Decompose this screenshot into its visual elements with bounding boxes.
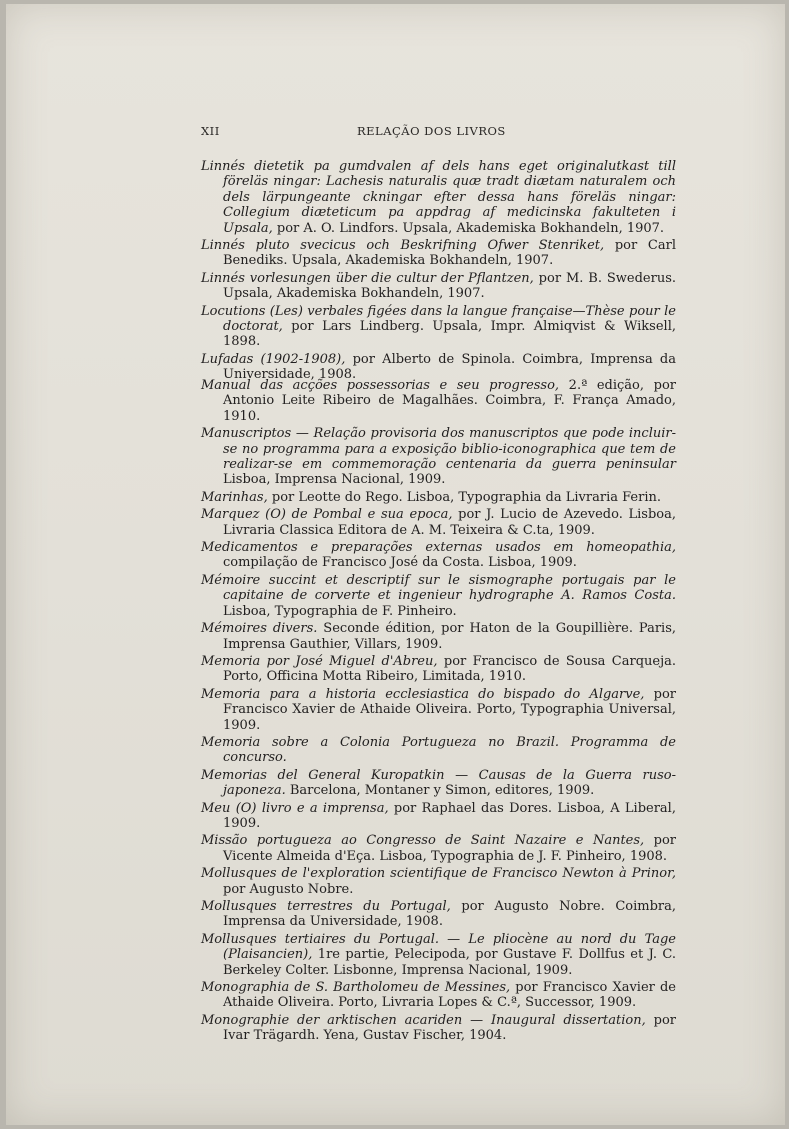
entry-details: 1re partie, Pelecipoda, por Gustave F. Dollfus et J. C. Berkeley Colter. Lisbonne, Imprensa Nacional, 1909. xyxy=(223,947,676,978)
entry-title: Mémoire succint et descriptif sur le sismographe portugais par le capitaine de corverte et ingenieur hydrographe A. Ramos Costa. xyxy=(201,572,676,604)
catalog-entry xyxy=(201,490,676,505)
entry-details: por Vicente Almeida d'Eça. Lisboa, Typographia de J. F. Pinheiro, 1908. xyxy=(223,833,676,864)
entry-title: Medicamentos e preparações externas usados em homeopathia, xyxy=(201,540,676,556)
entry-details: por M. B. Swederus. Upsala, Akademiska Bokhandeln, 1907. xyxy=(223,270,676,302)
entry-details: 2.ª edição, por Antonio Leite Ribeiro de Magalhães. Coimbra, F. França Amado, 1910. xyxy=(223,378,676,424)
entry-title: Memoria sobre a Colonia Portugueza no Brazil. Programma de concurso. xyxy=(201,734,676,766)
entry-title: Locutions (Les) verbales figées dans la langue française—Thèse pour le doctorat, xyxy=(201,303,676,335)
catalog-entry xyxy=(201,932,676,978)
entry-details: Lisboa, Typographia de F. Pinheiro. xyxy=(223,603,457,619)
entry-details: por Carl Benediks. Upsala, Akademiska Bokhandeln, 1907. xyxy=(223,238,676,269)
entry-title: Linnés dietetik pa gumdvalen af dels hans eget originalutkast till föreläs ningar: Lachesis naturalis quæ tradt diætam naturalem och dels lärpungeante ckningar efter dessa hans föreläs ningar: Collegium diæteticum pa appdrag af medicinska fakulteten i Upsala, xyxy=(201,159,676,236)
entry-details: por Leotte do Rego. Lisboa, Typographia da Livraria Ferin. xyxy=(267,489,661,505)
entry-title: Linnés pluto svecicus och Beskrifning Ofwer Stenriket, xyxy=(201,238,605,254)
entry-group-m xyxy=(201,378,676,1046)
catalog-entry xyxy=(201,866,676,897)
running-title: RELAÇÃO DOS LIVROS xyxy=(357,124,506,138)
entry-details: por Francisco Xavier de Athaide Oliveira. Porto, Livraria Lopes & C.ª, Successor, 1909. xyxy=(223,980,676,1011)
entry-title: Mollusques de l'exploration scientifique de Francisco Newton à Prinor, xyxy=(201,866,676,882)
entry-details: por Augusto Nobre. xyxy=(223,881,354,897)
catalog-entry xyxy=(201,378,676,424)
entry-title: Memoria para a historia ecclesiastica do bispado do Algarve, xyxy=(201,686,645,702)
catalog-entry xyxy=(201,426,676,488)
catalog-entry xyxy=(201,271,676,302)
entry-title: Memorias del General Kuropatkin — Causas de la Guerra ruso-japoneza. xyxy=(201,767,676,799)
page-number: XII xyxy=(201,124,220,138)
page-header xyxy=(201,124,676,142)
entry-details: compilação de Francisco José da Costa. Lisboa, 1909. xyxy=(223,555,577,571)
entry-details: Lisboa, Imprensa Nacional, 1909. xyxy=(223,472,446,488)
entry-title: Manuscriptos — Relação provisoria dos manuscriptos que pode incluir-se no programma para a exposição biblio-iconographica que tem de realizar-se em commemoração centenaria da guerra peninsular xyxy=(201,426,676,473)
entry-details: Seconde édition, por Haton de la Goupillière. Paris, Imprensa Gauthier, Villars, 1909. xyxy=(223,621,677,652)
entry-title: Memoria por José Miguel d'Abreu, xyxy=(201,653,438,669)
entry-group-l xyxy=(201,159,676,385)
entry-details: Barcelona, Montaner y Simon, editores, 1909. xyxy=(285,783,595,799)
catalog-entry xyxy=(201,735,676,766)
entry-details: por A. O. Lindfors. Upsala, Akademiska Bokhandeln, 1907. xyxy=(272,220,665,236)
catalog-entry xyxy=(201,573,676,619)
catalog-entry xyxy=(201,238,676,269)
entry-details: por Francisco Xavier de Athaide Oliveira. Porto, Typographia Universal, 1909. xyxy=(223,686,676,733)
entry-title: Mollusques tertiaires du Portugal. — Le pliocène au nord du Tage (Plaisancien), xyxy=(201,931,676,963)
entry-title: Marinhas, xyxy=(201,489,268,505)
entry-details: por Alberto de Spinola. Coimbra, Imprensa da Universidade, 1908. xyxy=(223,351,676,383)
entry-title: Monographie der arktischen acariden — Inaugural dissertation, xyxy=(201,1012,646,1028)
catalog-entry xyxy=(201,833,676,864)
book-page xyxy=(6,4,785,1125)
entry-title: Lufadas (1902-1908), xyxy=(201,351,346,367)
catalog-entry xyxy=(201,899,676,930)
entry-details: por Augusto Nobre. Coimbra, Imprensa da Universidade, 1908. xyxy=(223,899,676,930)
entry-details: por Ivar Trägardh. Yena, Gustav Fischer, 1904. xyxy=(223,1012,676,1044)
catalog-entry xyxy=(201,507,676,538)
catalog-entry xyxy=(201,687,676,733)
catalog-entry xyxy=(201,801,676,832)
catalog-entry xyxy=(201,654,676,685)
catalog-entry xyxy=(201,159,676,236)
entry-title: Marquez (O) de Pombal e sua epoca, xyxy=(201,507,453,523)
entry-details: por Francisco de Sousa Carqueja. Porto, Officina Motta Ribeiro, Limitada, 1910. xyxy=(223,653,676,685)
entry-details: por Raphael das Dores. Lisboa, A Liberal, 1909. xyxy=(223,800,676,831)
entry-title: Mollusques terrestres du Portugal, xyxy=(201,899,451,914)
catalog-entry xyxy=(201,304,676,350)
entry-title: Mémoires divers. xyxy=(201,621,318,637)
entry-title: Meu (O) livro e a imprensa, xyxy=(201,800,389,816)
entry-title: Missão portugueza ao Congresso de Saint Nazaire e Nantes, xyxy=(201,833,645,849)
entry-details: por J. Lucio de Azevedo. Lisboa, Livraria Classica Editora de A. M. Teixeira & C.ta, 1909. xyxy=(223,507,676,538)
entry-title: Manual das acções possessorias e seu progresso, xyxy=(201,378,560,393)
entry-details: por Lars Lindberg. Upsala, Impr. Almiqvist & Wiksell, 1898. xyxy=(223,319,676,350)
catalog-entry xyxy=(201,768,676,799)
catalog-entry xyxy=(201,980,676,1011)
entry-title: Monographia de S. Bartholomeu de Messines, xyxy=(201,980,511,996)
catalog-entry xyxy=(201,621,676,652)
catalog-entry xyxy=(201,540,676,571)
entry-title: Linnés vorlesungen über die cultur der Pflantzen, xyxy=(201,270,534,286)
catalog-entry xyxy=(201,1013,676,1044)
